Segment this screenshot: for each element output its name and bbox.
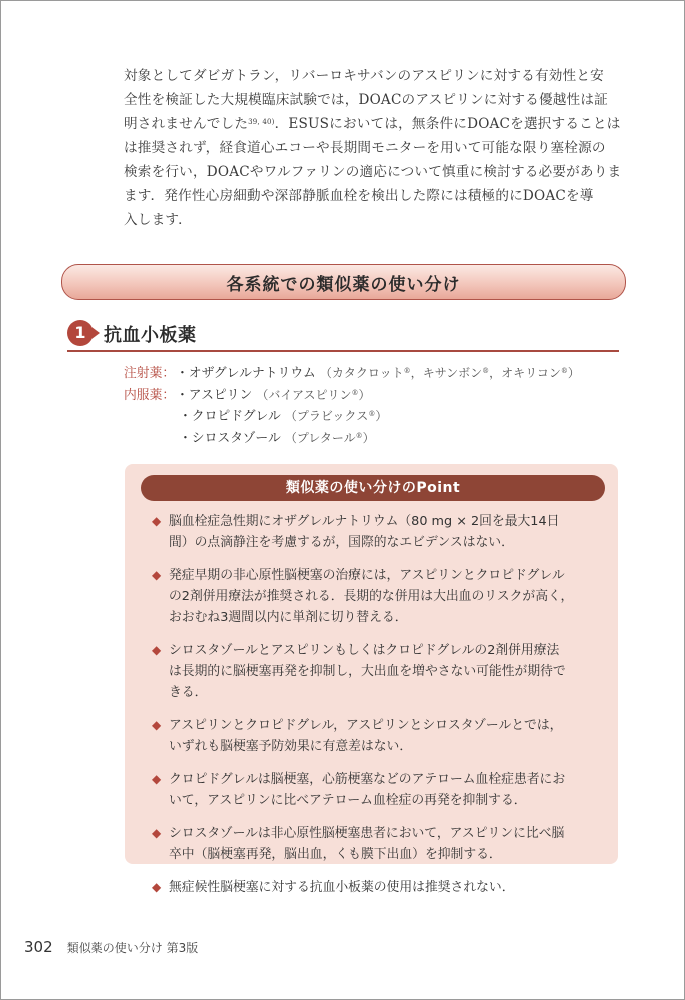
point-text: 発症早期の非心原性脳梗塞の治療には，アスピリンとクロピドグレル の2剤併用療法が推奨される．長期的な併用は大出血のリスクが高く， おおむね3週間以内に単剤に切り替える．: [169, 568, 574, 625]
point-text: 無症候性脳梗塞に対する抗血小板薬の使用は推奨されない．: [169, 880, 515, 895]
citation-ref: 39, 40): [248, 118, 275, 126]
point-item: [152, 640, 604, 703]
brand-name: プラビックス: [296, 409, 369, 423]
oral-label: 内服薬：: [124, 387, 176, 403]
page-footer: [24, 938, 198, 956]
drug-generic-name: ・アスピリン: [176, 387, 253, 403]
diamond-bullet-icon: ◆: [152, 718, 162, 732]
brand-name: カタクロット: [331, 366, 404, 380]
intro-line: 対象としてダビガトラン，リバーロキサバンのアスピリンに対する有効性と安: [124, 68, 604, 84]
subsection-number-badge: [67, 320, 93, 346]
point-item: [152, 511, 604, 553]
point-box-title: 類似薬の使い分けのPoint: [141, 475, 605, 501]
registered-mark: ®: [351, 388, 359, 397]
brand-name: キサンボン: [422, 366, 483, 380]
point-text: シロスタゾールとアスピリンもしくはクロピドグレルの2剤併用療法 は長期的に脳梗塞再発を抑制し，大出血を増やさない可能性が期待で きる．: [169, 643, 566, 700]
intro-line: [124, 112, 621, 136]
book-title: 類似薬の使い分け 第3版: [66, 941, 199, 955]
subsection-number: 1: [74, 323, 86, 342]
drug-row-oral: [124, 385, 624, 407]
intro-line: 全性を検証した大規模臨床試験では，DOACのアスピリンに対する優越性は証: [124, 92, 608, 108]
intro-line-text: ．ESUSにおいては，無条件にDOACを選択することは: [274, 116, 621, 132]
drug-brand-names: （カタクロット®，キサンボン®，オキリコン®）: [319, 366, 580, 380]
injection-label: 注射薬：: [124, 366, 176, 381]
point-text: アスピリンとクロピドグレル，アスピリンとシロスタゾールとでは， いずれも脳梗塞予防効果に有意差はない．: [169, 718, 563, 754]
drug-generic-name: ・クロピドグレル: [179, 409, 281, 424]
intro-line: 検索を行い，DOACやワルファリンの適応について慎重に検討する必要がありま: [124, 164, 622, 180]
diamond-bullet-icon: ◆: [152, 568, 162, 582]
subsection-title: 抗血小板薬: [104, 325, 197, 346]
point-list: [152, 511, 604, 910]
drug-row-oral: [124, 406, 624, 428]
diamond-bullet-icon: ◆: [152, 772, 162, 786]
point-item: [152, 823, 604, 865]
registered-mark: ®: [403, 367, 411, 375]
subsection-heading: [67, 318, 619, 352]
brand-name: プレタール: [296, 430, 356, 445]
diamond-bullet-icon: ◆: [152, 514, 162, 528]
intro-line: は推奨されず，経食道心エコーや長期間モニターを用いて可能な限り塞栓源の: [124, 140, 606, 156]
brand-name: オキリコン: [501, 366, 561, 380]
diamond-bullet-icon: ◆: [152, 826, 162, 840]
intro-line: ます．発作性心房細動や深部静脈血栓を検出した際には積極的にDOACを導: [124, 188, 594, 204]
registered-mark: ®: [482, 367, 490, 375]
point-item: [152, 565, 604, 628]
badge-arrow-icon: [92, 327, 100, 339]
point-text: シロスタゾールは非心原性脳梗塞患者において，アスピリンに比べ脳 卒中（脳梗塞再発，脳出血，くも膜下出血）を抑制する．: [169, 826, 565, 862]
point-item: [152, 715, 604, 757]
registered-mark: ®: [355, 431, 363, 440]
drug-generic-name: ・シロスタゾール: [179, 430, 281, 446]
drug-row-oral: [124, 428, 624, 450]
registered-mark: ®: [560, 367, 568, 375]
registered-mark: ®: [368, 410, 376, 418]
intro-paragraph: [124, 64, 621, 232]
point-text: 脳血栓症急性期にオザグレルナトリウム（80 mg × 2回を最大14日 間）の点滴静注を考慮するが，国際的なエビデンスはない．: [169, 514, 560, 550]
drug-list: [124, 363, 624, 449]
intro-line-text: 明されませんでした: [124, 116, 249, 132]
section-banner: [61, 264, 626, 300]
point-box: [125, 464, 618, 895]
drug-brand-names: （バイアスピリン®）: [256, 387, 371, 402]
diamond-bullet-icon: ◆: [152, 880, 162, 894]
intro-line: 入します．: [124, 212, 192, 228]
point-item: [152, 769, 604, 811]
diamond-bullet-icon: ◆: [152, 643, 162, 657]
drug-generic-name: ・オザグレルナトリウム: [176, 366, 316, 381]
point-text: クロピドグレルは脳梗塞，心筋梗塞などのアテローム血栓症患者にお いて，アスピリンに比べアテローム血栓症の再発を抑制する．: [169, 772, 566, 808]
section-title: 各系統での類似薬の使い分け: [226, 274, 461, 295]
page-number: 302: [24, 938, 53, 956]
brand-name: バイアスピリン: [268, 387, 352, 402]
drug-row-injection: [124, 363, 624, 385]
drug-brand-names: （プラビックス®）: [284, 409, 388, 423]
point-item: [152, 877, 604, 898]
drug-brand-names: （プレタール®）: [284, 430, 375, 445]
